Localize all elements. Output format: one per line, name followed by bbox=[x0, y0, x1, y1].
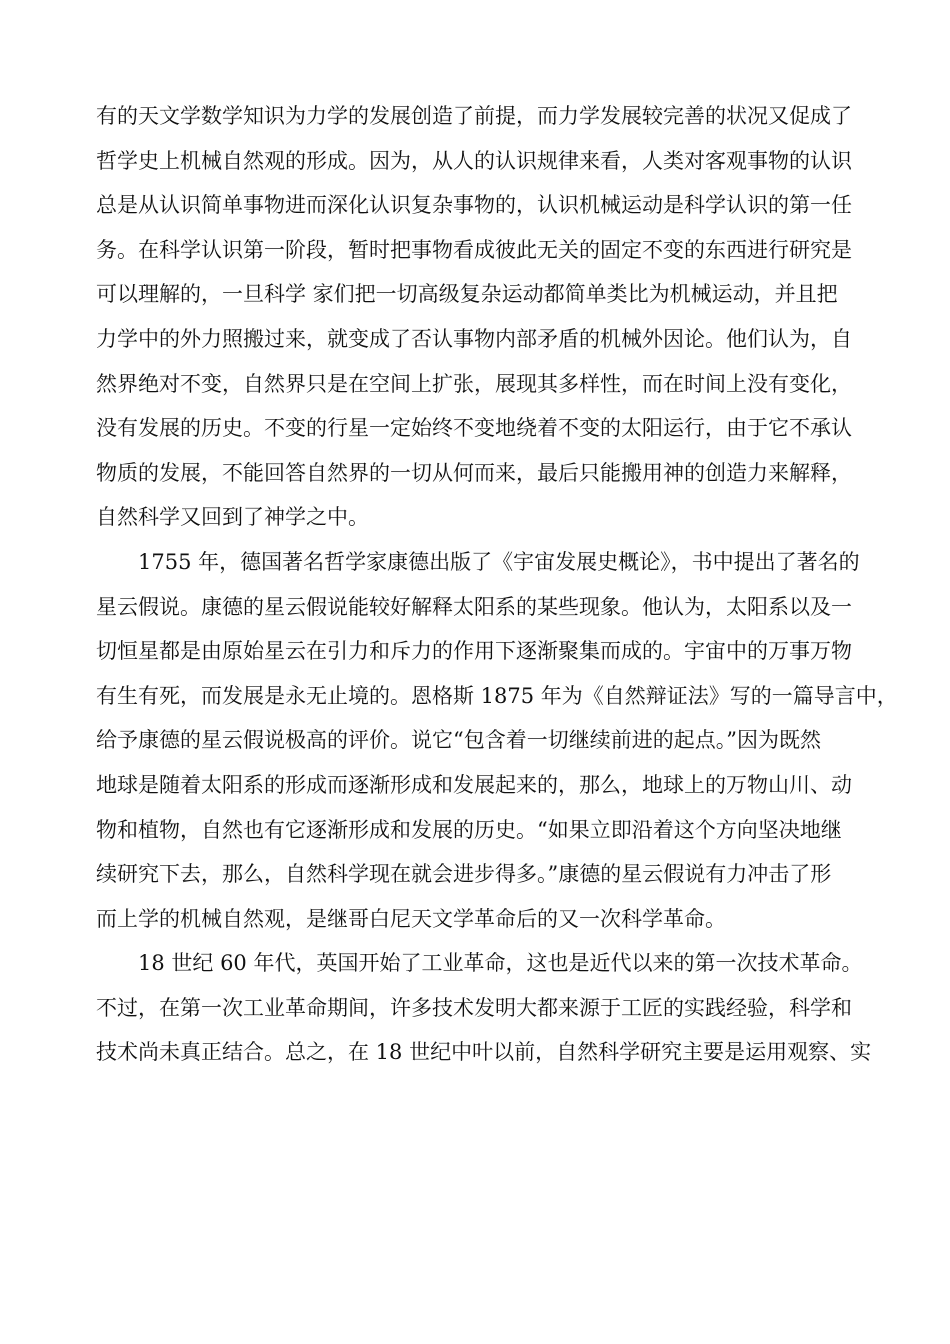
text-line: 切恒星都是由原始星云在引力和斥力的作用下逐渐聚集而成的。宇宙中的万事万物 bbox=[96, 639, 852, 664]
text-line: 自然科学又回到了神学之中。 bbox=[96, 505, 369, 530]
text-line: 不过，在第一次工业革命期间，许多技术发明大都来源于工匠的实践经验，科学和 bbox=[96, 995, 852, 1020]
text-line: 续研究下去，那么，自然科学现在就会进步得多。”康德的星云假说有力冲击了形 bbox=[96, 862, 832, 887]
text-line: 然界绝对不变，自然界只是在空间上扩张，展现其多样性，而在时间上没有变化， bbox=[96, 371, 852, 396]
body-text bbox=[96, 94, 896, 1075]
text-line: 力学中的外力照搬过来，就变成了否认事物内部矛盾的机械外因论。他们认为，自 bbox=[96, 326, 852, 351]
text-line: 给予康德的星云假说极高的评价。说它“包含着一切继续前进的起点。”因为既然 bbox=[96, 728, 821, 753]
text-line: 星云假说。康德的星云假说能较好解释太阳系的某些现象。他认为，太阳系以及一 bbox=[96, 594, 852, 619]
text-line: 18 世纪 60 年代，英国开始了工业革命，这也是近代以来的第一次技术革命。 bbox=[138, 951, 863, 976]
paragraph bbox=[96, 94, 896, 540]
text-line: 务。在科学认识第一阶段，暂时把事物看成彼此无关的固定不变的东西进行研究是 bbox=[96, 237, 852, 262]
text-line: 地球是随着太阳系的形成而逐渐形成和发展起来的，那么，地球上的万物山川、动 bbox=[96, 772, 852, 797]
text-line: 可以理解的，一旦科学 家们把一切高级复杂运动都简单类比为机械运动，并且把 bbox=[96, 282, 838, 307]
text-line: 没有发展的历史。不变的行星一定始终不变地绕着不变的太阳运行，由于它不承认 bbox=[96, 416, 852, 441]
text-line: 总是从认识简单事物进而深化认识复杂事物的，认识机械运动是科学认识的第一任 bbox=[96, 193, 852, 218]
text-line: 1755 年，德国著名哲学家康德出版了《宇宙发展史概论》，书中提出了著名的 bbox=[138, 549, 860, 574]
text-line: 而上学的机械自然观，是继哥白尼天文学革命后的又一次科学革命。 bbox=[96, 906, 726, 931]
text-line: 技术尚未真正结合。总之，在 18 世纪中叶以前，自然科学研究主要是运用观察、实 bbox=[96, 1040, 872, 1065]
paragraph bbox=[96, 941, 896, 1075]
text-line: 哲学史上机械自然观的形成。因为，从人的认识规律来看，人类对客观事物的认识 bbox=[96, 148, 852, 173]
text-line: 有的天文学数学知识为力学的发展创造了前提，而力学发展较完善的状况又促成了 bbox=[96, 104, 852, 128]
text-line: 物和植物，自然也有它逐渐形成和发展的历史。“如果立即沿着这个方向坚决地继 bbox=[96, 817, 842, 842]
text-line: 物质的发展，不能回答自然界的一切从何而来，最后只能搬用神的创造力来解释， bbox=[96, 460, 852, 485]
text-line: 有生有死，而发展是永无止境的。恩格斯 1875 年为《自然辩证法》写的一篇导言中， bbox=[96, 683, 898, 708]
paragraph bbox=[96, 540, 896, 941]
